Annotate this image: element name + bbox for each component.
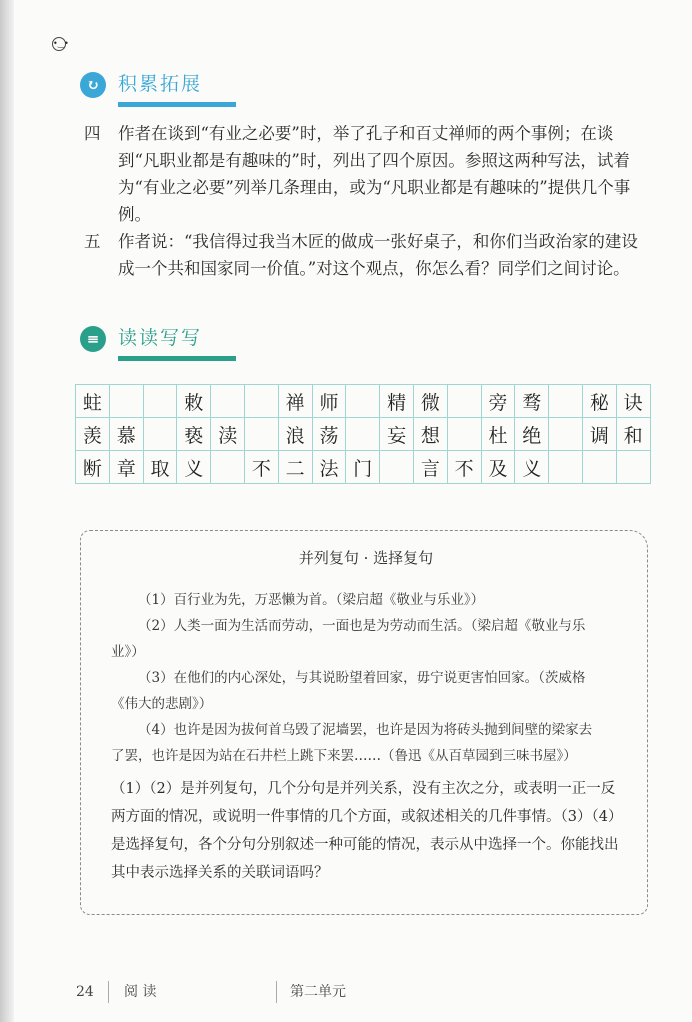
section-header-read-write bbox=[80, 326, 692, 362]
grid-cell bbox=[245, 418, 279, 451]
grid-cell bbox=[110, 385, 144, 418]
grid-cell bbox=[380, 451, 414, 484]
exercise-number: 四 bbox=[84, 124, 101, 143]
exercise-number: 五 bbox=[84, 232, 101, 251]
footer-divider bbox=[276, 981, 277, 1003]
example-sentence: （3）在他们的内心深处，与其说盼望着回家，毋宁说更害怕回家。（茨威格《伟大的悲剧》） bbox=[111, 670, 586, 712]
grid-cell bbox=[448, 418, 482, 451]
grid-cell: 荡 bbox=[313, 418, 347, 451]
grid-cell: 师 bbox=[313, 385, 347, 418]
grid-cell: 微 bbox=[414, 385, 448, 418]
grid-cell: 断 bbox=[76, 451, 110, 484]
grid-cell bbox=[448, 385, 482, 418]
grid-cell: 法 bbox=[313, 451, 347, 484]
vocabulary-grid bbox=[75, 384, 651, 484]
grid-cell: 调 bbox=[583, 418, 617, 451]
grid-cell: 取 bbox=[144, 451, 178, 484]
smiley-icon: •‿• bbox=[52, 37, 66, 51]
note-title: 并列复句 · 选择复句 bbox=[298, 549, 434, 567]
grid-cell bbox=[144, 385, 178, 418]
grid-cell: 义 bbox=[515, 451, 549, 484]
three-lines-icon: ≡ bbox=[80, 326, 106, 352]
example-sentence: （4）也许是因为拔何首乌毁了泥墙罢，也许是因为将砖头抛到间壁的梁家去了罢，也许是因为站在石井栏上跳下来罢……（鲁迅《从百草园到三味书屋》） bbox=[111, 722, 593, 764]
grid-cell bbox=[346, 385, 380, 418]
exercise-item bbox=[84, 228, 654, 282]
grid-cell: 蛀 bbox=[76, 385, 110, 418]
section-title: 读读写写 bbox=[118, 327, 203, 349]
grid-cell: 不 bbox=[448, 451, 482, 484]
grid-cell bbox=[549, 451, 583, 484]
grid-cell: 绝 bbox=[515, 418, 549, 451]
grid-cell: 渎 bbox=[211, 418, 245, 451]
grid-cell: 敕 bbox=[177, 385, 211, 418]
example-sentence: （2）人类一面为生活而劳动，一面也是为劳动而生活。（梁启超《敬业与乐业》） bbox=[111, 618, 586, 660]
grid-cell bbox=[583, 451, 617, 484]
grid-cell bbox=[211, 451, 245, 484]
grid-cell: 精 bbox=[380, 385, 414, 418]
grid-cell: 禅 bbox=[279, 385, 313, 418]
grid-cell: 妄 bbox=[380, 418, 414, 451]
grid-cell bbox=[211, 385, 245, 418]
grid-cell: 秘 bbox=[583, 385, 617, 418]
grid-cell: 门 bbox=[346, 451, 380, 484]
section-underline bbox=[118, 356, 236, 361]
grid-cell bbox=[617, 451, 651, 484]
grid-cell: 亵 bbox=[177, 418, 211, 451]
footer-section: 阅 读 bbox=[124, 984, 157, 1000]
grid-cell: 言 bbox=[414, 451, 448, 484]
grid-cell: 二 bbox=[279, 451, 313, 484]
grid-cell: 骛 bbox=[515, 385, 549, 418]
footer-unit: 第二单元 bbox=[290, 984, 346, 1000]
grid-cell: 羡 bbox=[76, 418, 110, 451]
exercise-text: 作者在谈到“有业之必要”时，举了孔子和百丈禅师的两个事例；在谈到“凡职业都是有趣味的”时，列出了四个原因。参照这两种写法，试着为“有业之必要”列举几条理由，或为“凡职业都是有趣味的”提供几个事例。 bbox=[118, 124, 631, 224]
grid-cell: 诀 bbox=[617, 385, 651, 418]
grid-cell: 不 bbox=[245, 451, 279, 484]
grid-cell bbox=[549, 418, 583, 451]
grammar-note-box bbox=[80, 530, 648, 915]
grid-cell: 旁 bbox=[482, 385, 516, 418]
section-title: 积累拓展 bbox=[118, 73, 203, 95]
grid-cell bbox=[346, 418, 380, 451]
grid-cell bbox=[144, 418, 178, 451]
grid-cell: 慕 bbox=[110, 418, 144, 451]
exercise-list bbox=[84, 120, 654, 282]
page-number: 24 bbox=[76, 984, 94, 1000]
page-footer bbox=[0, 981, 692, 1005]
section-underline bbox=[118, 102, 236, 107]
grid-cell: 杜 bbox=[482, 418, 516, 451]
refresh-arrow-icon: ↻ bbox=[80, 72, 106, 98]
grid-cell: 及 bbox=[482, 451, 516, 484]
grid-cell: 义 bbox=[177, 451, 211, 484]
example-sentence: （1）百行业为先，万恶懒为首。（梁启超《敬业与乐业》） bbox=[138, 592, 485, 608]
grid-cell: 浪 bbox=[279, 418, 313, 451]
exercise-item bbox=[84, 120, 654, 228]
grid-cell bbox=[245, 385, 279, 418]
grid-cell bbox=[549, 385, 583, 418]
grid-cell: 和 bbox=[617, 418, 651, 451]
footer-divider bbox=[108, 981, 109, 1003]
grid-cell: 章 bbox=[110, 451, 144, 484]
section-header-accumulate bbox=[80, 72, 692, 108]
note-summary: （1）（2）是并列复句，几个分句是并列关系，没有主次之分，或表明一正一反两方面的情况，或说明一件事情的几个方面，或叙述相关的几件事情。（3）（4）是选择复句，各个分句分别叙述一种可能的情况，表示从中选择一个。你能找出其中表示选择关系的关联词语吗？ bbox=[111, 781, 619, 881]
grid-cell: 想 bbox=[414, 418, 448, 451]
exercise-text: 作者说：“我信得过我当木匠的做成一张好桌子，和你们当政治家的建设成一个共和国家同一价值。”对这个观点，你怎么看？同学们之间讨论。 bbox=[118, 232, 638, 278]
